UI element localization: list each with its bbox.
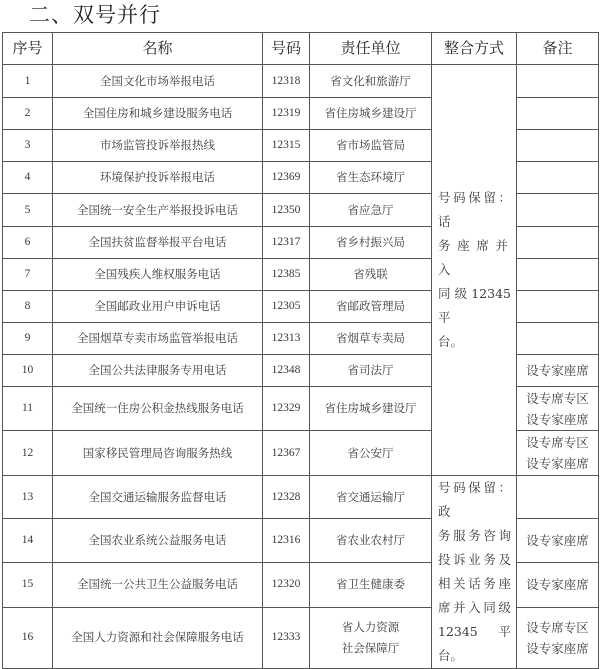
- row-unit: 省住房城乡建设厅: [310, 98, 432, 130]
- row-name: 全国统一住房公积金热线服务电话: [53, 387, 263, 431]
- row-unit: 省市场监管局: [310, 130, 432, 162]
- row-unit: 省交通运输厅: [310, 476, 432, 519]
- row-note: [517, 259, 599, 291]
- row-name: 全国残疾人维权服务电话: [53, 259, 263, 291]
- row-unit: 省住房城乡建设厅: [310, 387, 432, 431]
- row-number: 12319: [263, 98, 310, 130]
- row-name: 全国公共法律服务专用电话: [53, 355, 263, 387]
- header-method: 整合方式: [432, 33, 517, 65]
- row-unit: 省残联: [310, 259, 432, 291]
- method-cell-group-2: [432, 476, 517, 669]
- row-unit: 省烟草专卖局: [310, 323, 432, 355]
- note-line: 设专家座席: [526, 577, 589, 593]
- row-no: 5: [3, 194, 53, 227]
- row-no: 12: [3, 431, 53, 476]
- row-no: 10: [3, 355, 53, 387]
- row-unit: 省卫生健康委: [310, 562, 432, 607]
- row-name: 环境保护投诉举报电话: [53, 162, 263, 194]
- row-number: 12316: [263, 519, 310, 562]
- hotline-table: [2, 32, 599, 669]
- row-no: 2: [3, 98, 53, 130]
- method-line: 相关话务座: [438, 576, 511, 591]
- unit-line: 省人力资源: [341, 619, 400, 634]
- row-unit: 省司法厅: [310, 355, 432, 387]
- method-line: 同级12345平: [438, 286, 511, 325]
- table-row: [3, 65, 599, 98]
- row-number: 12348: [263, 355, 310, 387]
- row-name: 全国统一安全生产举报投诉电话: [53, 194, 263, 227]
- row-note: [517, 355, 599, 387]
- row-no: 7: [3, 259, 53, 291]
- row-name: 全国人力资源和社会保障服务电话: [53, 607, 263, 668]
- row-unit: 省邮政管理局: [310, 291, 432, 323]
- row-number: 12320: [263, 562, 310, 607]
- row-no: 14: [3, 519, 53, 562]
- method-line: 号码保留：政: [438, 480, 511, 519]
- row-note: [517, 387, 599, 431]
- row-name: 全国文化市场举报电话: [53, 65, 263, 98]
- row-note: [517, 194, 599, 227]
- row-number: 12369: [263, 162, 310, 194]
- note-line: 设专家座席: [526, 456, 589, 471]
- row-number: 12315: [263, 130, 310, 162]
- table-row: [3, 476, 599, 519]
- note-line: 设专家座席: [526, 533, 589, 549]
- header-name: 名称: [53, 33, 263, 65]
- row-note: [517, 162, 599, 194]
- header-no: 序号: [3, 33, 53, 65]
- method-line: 席并入同级: [438, 600, 511, 615]
- row-no: 11: [3, 387, 53, 431]
- note-line: 设专席专区: [526, 435, 589, 450]
- method-line: 投诉业务及: [438, 552, 511, 567]
- row-name: 全国邮政业用户申诉电话: [53, 291, 263, 323]
- row-note: [517, 130, 599, 162]
- row-name: 市场监管投诉举报热线: [53, 130, 263, 162]
- note-line: 设专家座席: [526, 363, 589, 378]
- row-note: [517, 607, 599, 668]
- row-name: 全国扶贫监督举报平台电话: [53, 227, 263, 259]
- table-header-row: [3, 33, 599, 65]
- row-unit: [310, 607, 432, 668]
- header-note: 备注: [517, 33, 599, 65]
- row-note: [517, 291, 599, 323]
- row-unit: 省生态环境厅: [310, 162, 432, 194]
- row-number: 12329: [263, 387, 310, 431]
- row-number: 12328: [263, 476, 310, 519]
- row-number: 12385: [263, 259, 310, 291]
- header-number: 号码: [263, 33, 310, 65]
- row-name: 全国住房和城乡建设服务电话: [53, 98, 263, 130]
- row-number: 12317: [263, 227, 310, 259]
- method-line: 号码保留：话: [438, 190, 511, 229]
- row-no: 4: [3, 162, 53, 194]
- method-line: 台。: [438, 334, 464, 349]
- row-number: 12367: [263, 431, 310, 476]
- row-unit: 省应急厅: [310, 194, 432, 227]
- row-number: 12305: [263, 291, 310, 323]
- note-line: 设专家座席: [526, 640, 589, 656]
- row-no: 3: [3, 130, 53, 162]
- section-title: 二、双号并行: [29, 3, 161, 27]
- row-unit: 省乡村振兴局: [310, 227, 432, 259]
- row-no: 9: [3, 323, 53, 355]
- row-name: 全国交通运输服务监督电话: [53, 476, 263, 519]
- note-line: 设专席专区: [526, 390, 589, 406]
- row-no: 13: [3, 476, 53, 519]
- row-no: 15: [3, 562, 53, 607]
- method-cell-group-1: [432, 65, 517, 476]
- row-number: 12350: [263, 194, 310, 227]
- row-unit: 省农业农村厅: [310, 519, 432, 562]
- row-unit: 省文化和旅游厅: [310, 65, 432, 98]
- row-name: 国家移民管理局咨询服务热线: [53, 431, 263, 476]
- method-line: 务座席并入: [438, 238, 511, 277]
- row-note: [517, 323, 599, 355]
- row-no: 16: [3, 607, 53, 668]
- row-no: 8: [3, 291, 53, 323]
- method-line: 务服务咨询: [438, 528, 511, 543]
- note-line: 设专席专区: [526, 619, 589, 635]
- row-note: [517, 476, 599, 519]
- row-number: 12318: [263, 65, 310, 98]
- method-line: 12345平台。: [438, 624, 511, 663]
- row-no: 1: [3, 65, 53, 98]
- row-note: [517, 65, 599, 98]
- row-no: 6: [3, 227, 53, 259]
- row-number: 12333: [263, 607, 310, 668]
- row-number: 12313: [263, 323, 310, 355]
- note-line: 设专家座席: [526, 411, 589, 427]
- row-unit: 省公安厅: [310, 431, 432, 476]
- row-name: 全国烟草专卖市场监管举报电话: [53, 323, 263, 355]
- row-note: [517, 519, 599, 562]
- unit-line: 社会保障厅: [341, 640, 400, 655]
- row-note: [517, 431, 599, 476]
- row-name: 全国农业系统公益服务电话: [53, 519, 263, 562]
- row-note: [517, 98, 599, 130]
- row-note: [517, 227, 599, 259]
- header-unit: 责任单位: [310, 33, 432, 65]
- row-name: 全国统一公共卫生公益服务电话: [53, 562, 263, 607]
- row-note: [517, 562, 599, 607]
